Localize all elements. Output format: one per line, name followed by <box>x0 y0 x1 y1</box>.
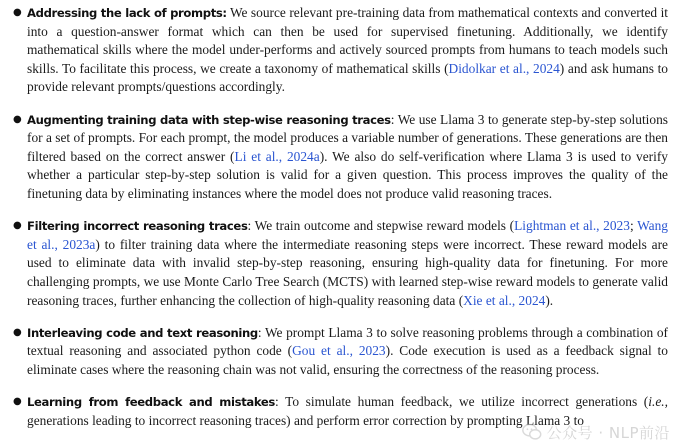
citation-link[interactable]: Wang et al., 2023a <box>27 218 668 252</box>
body-text: ). Code execution is used as a feedback signal to eliminate cases where the reasoning chain was not valid, ensuring the correctness of the reasoning process. <box>27 343 668 377</box>
watermark-text: 公众号 · NLP前沿 <box>546 423 670 442</box>
body-text: ). We also do self-verification where Llama 3 is used to verify whether a particular step-by-step solution is valid for a given question. This process improves the quality of the finetuning data by eliminating instances where the model does not produce valid reasoning traces. <box>27 148 668 201</box>
bullet-item <box>0 324 680 380</box>
body-text: : To simulate human feedback, we utilize incorrect generations ( <box>274 394 649 410</box>
body-text: : We prompt Llama 3 to solve reasoning problems through a combination of textual reasoning and associated python code ( <box>27 324 668 359</box>
bullet-icon: ● <box>13 113 22 125</box>
bullet-item <box>0 111 680 204</box>
bullet-term: Learning from feedback and mistakes <box>27 395 275 410</box>
body-text: ) and ask humans to provide relevant prompts/questions accordingly. <box>27 60 668 95</box>
citation-link[interactable]: Xie et al., 2024 <box>463 292 546 308</box>
body-text: : We use Llama 3 to generate step-by-step solutions for a set of prompts. For each prompt, the model produces a variable number of generations. These generations are then filtered based on the correct answer ( <box>27 111 668 164</box>
citation-link[interactable]: Lightman et al., 2023 <box>514 218 630 234</box>
bullet-item <box>0 393 680 430</box>
bullet-icon: ● <box>13 396 22 408</box>
bullet-term: Augmenting training data with step-wise reasoning traces <box>27 112 391 127</box>
bullet-item <box>0 217 680 310</box>
bullet-list <box>0 4 680 444</box>
citation-link[interactable]: Li et al., 2024a <box>234 148 320 164</box>
bullet-item <box>0 4 680 97</box>
bullet-icon: ● <box>13 220 22 232</box>
body-text: generations leading to incorrect reasoning traces) and perform error correction by prompting Llama 3 to <box>27 412 584 428</box>
body-text: ) to filter training data where the intermediate reasoning steps were incorrect. These reward models are used to eliminate data with invalid step-by-step reasoning, ensuring high-quality data for finetuning. For more challenging prompts, we use Monte Carlo Tree Search (MCTS) with learned step-wise reward models to generate valid reasoning traces, further enhancing the collection of high-quality reasoning data ( <box>27 236 668 308</box>
body-text: We source relevant pre-training data from mathematical contexts and converted it into a question-answer format which can then be used for supervised finetuning. Additionally, we identify mathematical skills where the model under-performs and actively sourced prompts from humans to teach models such skills. To facilitate this process, we create a taxonomy of mathematical skills ( <box>27 5 669 76</box>
bullet-icon: ● <box>13 7 22 18</box>
bullet-term: Interleaving code and text reasoning <box>27 325 258 340</box>
bullet-icon: ● <box>13 326 22 338</box>
body-text: : We train outcome and stepwise reward models ( <box>247 218 515 234</box>
bullet-term: Filtering incorrect reasoning traces <box>27 219 248 234</box>
body-text: ). <box>545 292 554 308</box>
emphasis-text: i.e., <box>648 394 668 410</box>
bullet-term: Addressing the lack of prompts: <box>27 6 227 20</box>
citation-link[interactable]: Gou et al., 2023 <box>292 343 386 359</box>
citation-link[interactable]: Didolkar et al., 2024 <box>448 60 560 76</box>
body-text: ; <box>629 218 638 234</box>
